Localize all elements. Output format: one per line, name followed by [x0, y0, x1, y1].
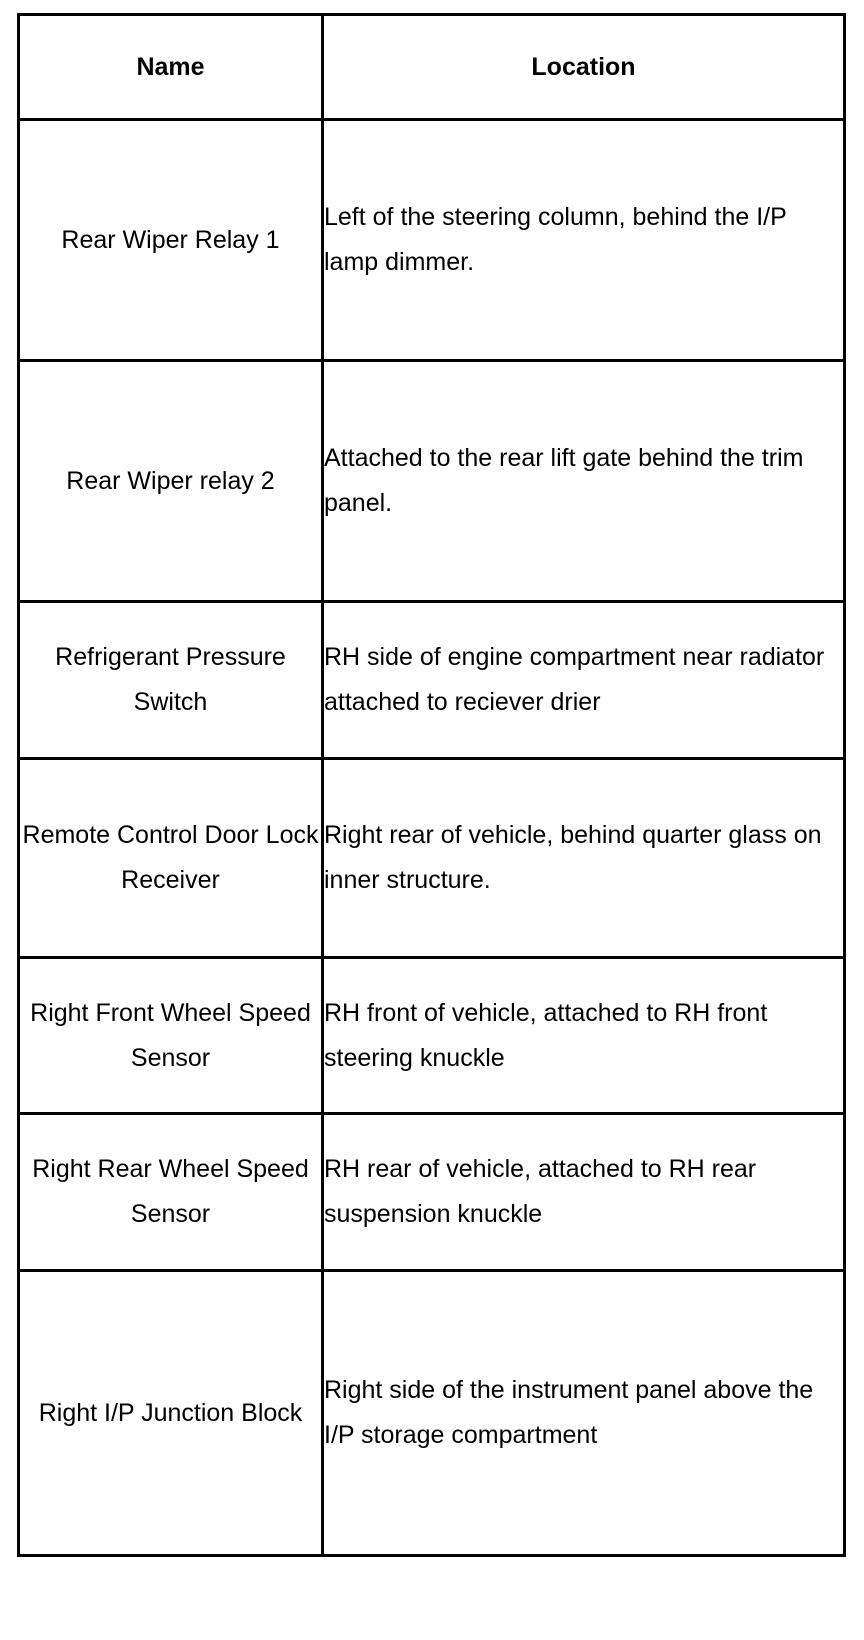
- table-row: [19, 602, 845, 759]
- component-name: Right I/P Junction Block: [19, 1271, 323, 1556]
- component-name: Rear Wiper Relay 1: [19, 120, 323, 361]
- component-location: RH front of vehicle, attached to RH front steering knuckle: [323, 958, 845, 1114]
- component-location: Right rear of vehicle, behind quarter glass on inner structure.: [323, 759, 845, 958]
- name-column-header: Name: [19, 15, 323, 120]
- component-name: Rear Wiper relay 2: [19, 361, 323, 602]
- header-row: [19, 15, 845, 120]
- table-row: [19, 1114, 845, 1271]
- location-column-header: Location: [323, 15, 845, 120]
- component-location: RH rear of vehicle, attached to RH rear suspension knuckle: [323, 1114, 845, 1271]
- component-location-table: [17, 13, 846, 1557]
- table-row: [19, 1271, 845, 1556]
- table-row: [19, 361, 845, 602]
- table-row: [19, 759, 845, 958]
- component-location: Right side of the instrument panel above the I/P storage compartment: [323, 1271, 845, 1556]
- table-row: [19, 958, 845, 1114]
- component-location: Attached to the rear lift gate behind the trim panel.: [323, 361, 845, 602]
- component-name: Remote Control Door Lock Receiver: [19, 759, 323, 958]
- component-name: Right Rear Wheel Speed Sensor: [19, 1114, 323, 1271]
- component-name: Refrigerant Pressure Switch: [19, 602, 323, 759]
- component-location: RH side of engine compartment near radiator attached to reciever drier: [323, 602, 845, 759]
- component-name: Right Front Wheel Speed Sensor: [19, 958, 323, 1114]
- table-row: [19, 120, 845, 361]
- component-location: Left of the steering column, behind the I/P lamp dimmer.: [323, 120, 845, 361]
